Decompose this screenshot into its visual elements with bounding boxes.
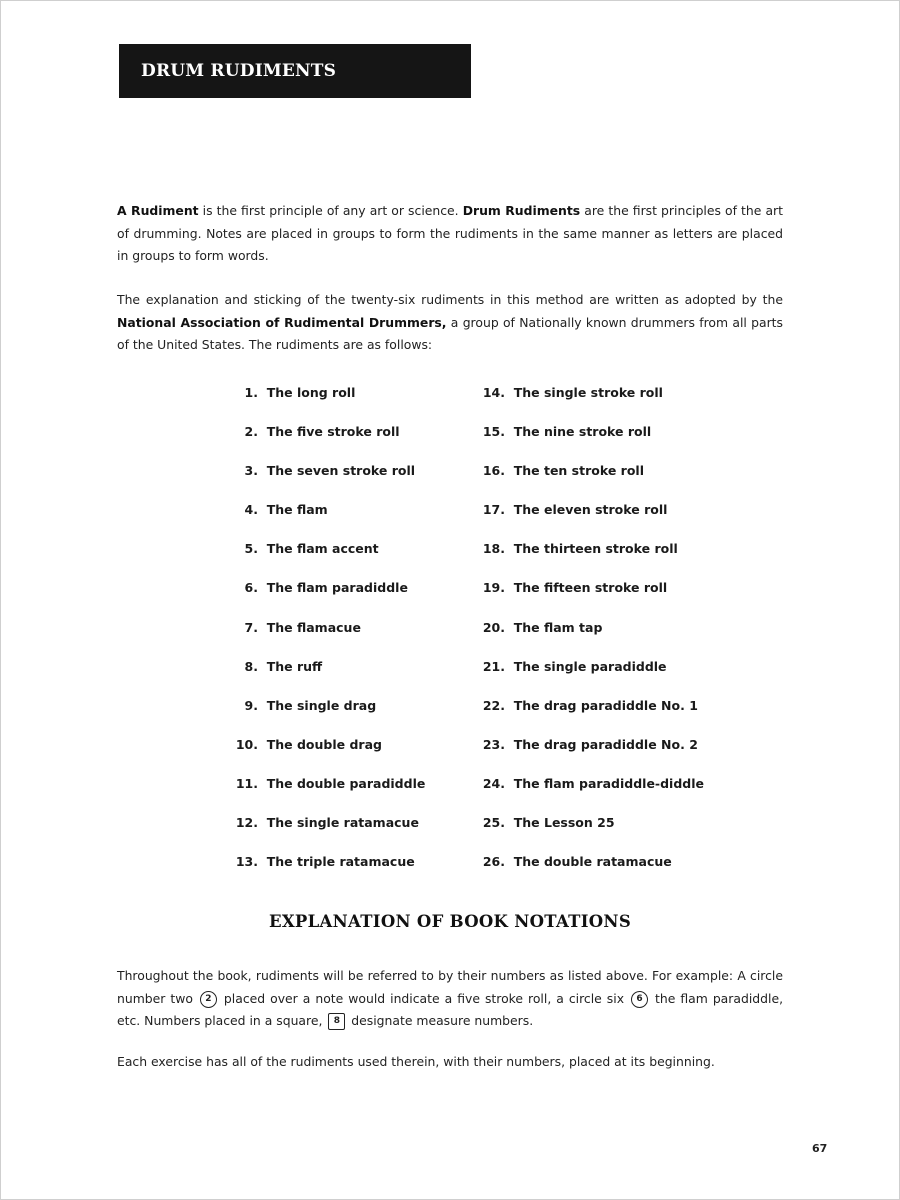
page-title: DRUM RUDIMENTS xyxy=(141,61,337,81)
rudiments-list-right xyxy=(471,382,704,890)
rudiment-number: 26. xyxy=(482,854,505,870)
rudiment-list-item xyxy=(224,577,425,616)
rudiment-name: The flam tap xyxy=(513,619,603,635)
rudiment-list-item xyxy=(471,538,704,577)
rudiment-name: The flam accent xyxy=(266,541,379,557)
rudiment-name: The long roll xyxy=(266,385,356,400)
text-span: is the first principle of any art or science. xyxy=(198,203,463,218)
rudiment-list-item xyxy=(224,812,425,851)
page-title-banner xyxy=(119,44,471,98)
rudiment-number: 22. xyxy=(482,697,505,713)
rudiment-number: 24. xyxy=(482,775,505,791)
rudiment-name: The double drag xyxy=(266,736,382,752)
page-number: 67 xyxy=(812,1142,828,1155)
rudiment-list-item xyxy=(471,617,704,656)
rudiment-number: 19. xyxy=(482,580,505,596)
rudiment-number: 18. xyxy=(482,541,505,557)
rudiment-name: The flamacue xyxy=(266,619,361,635)
rudiment-name: The ruff xyxy=(266,658,323,674)
rudiment-list-item xyxy=(224,538,425,577)
text-span: The explanation and sticking of the twenty-six rudiments in this method are written as adopted by the xyxy=(117,292,783,307)
term-nard: National Association of Rudimental Drummers, xyxy=(117,314,447,330)
rudiment-list-item xyxy=(224,617,425,656)
rudiment-number: 6. xyxy=(244,580,258,596)
rudiment-number: 7. xyxy=(244,619,258,635)
rudiment-name: The flam paradiddle-diddle xyxy=(513,775,705,791)
notations-paragraph-1 xyxy=(117,965,783,1033)
rudiment-list-item xyxy=(224,734,425,773)
circle-number-six-icon: 6 xyxy=(631,991,648,1008)
rudiment-name: The eleven stroke roll xyxy=(513,502,668,518)
rudiment-list-item xyxy=(224,695,425,734)
rudiment-name: The thirteen stroke roll xyxy=(513,541,678,557)
rudiment-list-item xyxy=(224,656,425,695)
rudiment-name: The seven stroke roll xyxy=(266,463,416,479)
rudiment-name: The drag paradiddle No. 2 xyxy=(513,736,698,752)
intro-paragraph-2 xyxy=(117,289,783,357)
text-span: designate measure numbers. xyxy=(347,1013,534,1028)
rudiment-list-item xyxy=(471,421,704,460)
rudiment-list-item xyxy=(224,382,425,421)
circle-number-two-icon: 2 xyxy=(200,991,217,1008)
rudiment-name: The five stroke roll xyxy=(266,424,400,440)
rudiment-name: The single ratamacue xyxy=(266,815,419,831)
rudiment-name: The double ratamacue xyxy=(513,854,672,870)
rudiment-list-item xyxy=(471,577,704,616)
text-span: a group of Nationally known drummers from all parts of the United States. The rudiments are as follows: xyxy=(117,314,783,352)
rudiment-name: The nine stroke roll xyxy=(513,424,652,440)
rudiment-number: 15. xyxy=(482,424,505,440)
term-rudiment: A Rudiment xyxy=(117,203,199,218)
rudiment-name: The flam paradiddle xyxy=(266,580,408,596)
intro-paragraph-1 xyxy=(117,200,783,268)
notations-heading: EXPLANATION OF BOOK NOTATIONS xyxy=(268,912,632,931)
rudiment-number: 12. xyxy=(235,815,258,831)
rudiment-list-item xyxy=(224,421,425,460)
text-span: the flam paradiddle, etc. Numbers placed in a square, xyxy=(117,990,784,1028)
rudiment-number: 10. xyxy=(235,736,258,752)
rudiment-number: 23. xyxy=(482,736,505,752)
rudiment-list-item xyxy=(224,460,425,499)
rudiment-name: The single paradiddle xyxy=(513,658,667,674)
rudiment-name: The flam xyxy=(266,502,328,518)
rudiment-list-item xyxy=(471,695,704,734)
rudiment-number: 2. xyxy=(244,424,258,440)
rudiments-list-left xyxy=(224,382,425,890)
text-span: placed over a note would indicate a five stroke roll, a circle six xyxy=(218,990,630,1006)
rudiment-number: 1. xyxy=(244,385,258,400)
rudiment-name: The single stroke roll xyxy=(513,385,663,400)
term-drum-rudiments: Drum Rudiments xyxy=(462,203,581,218)
rudiment-list-item xyxy=(224,499,425,538)
rudiment-list-item xyxy=(471,656,704,695)
rudiment-name: The Lesson 25 xyxy=(513,815,615,831)
rudiment-list-item xyxy=(224,851,425,890)
rudiment-name: The ten stroke roll xyxy=(513,463,644,479)
rudiment-list-item xyxy=(471,499,704,538)
rudiment-list-item xyxy=(224,773,425,812)
rudiment-number: 25. xyxy=(482,815,505,831)
text-span: Throughout the book, rudiments will be referred to by their numbers as listed above. For example: A circle number two xyxy=(117,968,783,1006)
rudiment-number: 17. xyxy=(482,502,505,518)
text-span: are the first principles of the art of drumming. Notes are placed in groups to form the rudiments in the same manner as letters are placed in groups to form words. xyxy=(117,203,783,263)
rudiment-list-item xyxy=(471,851,704,890)
rudiment-name: The single drag xyxy=(266,697,377,713)
rudiment-list-item xyxy=(471,460,704,499)
rudiment-name: The double paradiddle xyxy=(266,775,426,791)
rudiment-number: 4. xyxy=(244,502,258,518)
rudiment-number: 11. xyxy=(235,775,258,791)
rudiment-number: 20. xyxy=(482,619,505,635)
rudiment-name: The fifteen stroke roll xyxy=(513,580,668,596)
rudiment-number: 13. xyxy=(235,854,258,870)
rudiment-list-item xyxy=(471,734,704,773)
notations-paragraph-2: Each exercise has all of the rudiments used therein, with their numbers, placed at its beginning. xyxy=(117,1054,715,1069)
square-measure-number-icon: 8 xyxy=(328,1013,345,1030)
rudiment-number: 8. xyxy=(244,658,258,674)
rudiment-number: 14. xyxy=(482,385,505,400)
rudiment-number: 3. xyxy=(244,463,258,479)
rudiment-number: 9. xyxy=(244,697,258,713)
rudiment-list-item xyxy=(471,773,704,812)
rudiment-number: 16. xyxy=(482,463,505,479)
rudiment-list-item xyxy=(471,382,704,421)
rudiment-number: 5. xyxy=(244,541,258,557)
rudiment-name: The drag paradiddle No. 1 xyxy=(513,697,698,713)
rudiment-number: 21. xyxy=(482,658,505,674)
rudiment-name: The triple ratamacue xyxy=(266,854,415,870)
rudiment-list-item xyxy=(471,812,704,851)
